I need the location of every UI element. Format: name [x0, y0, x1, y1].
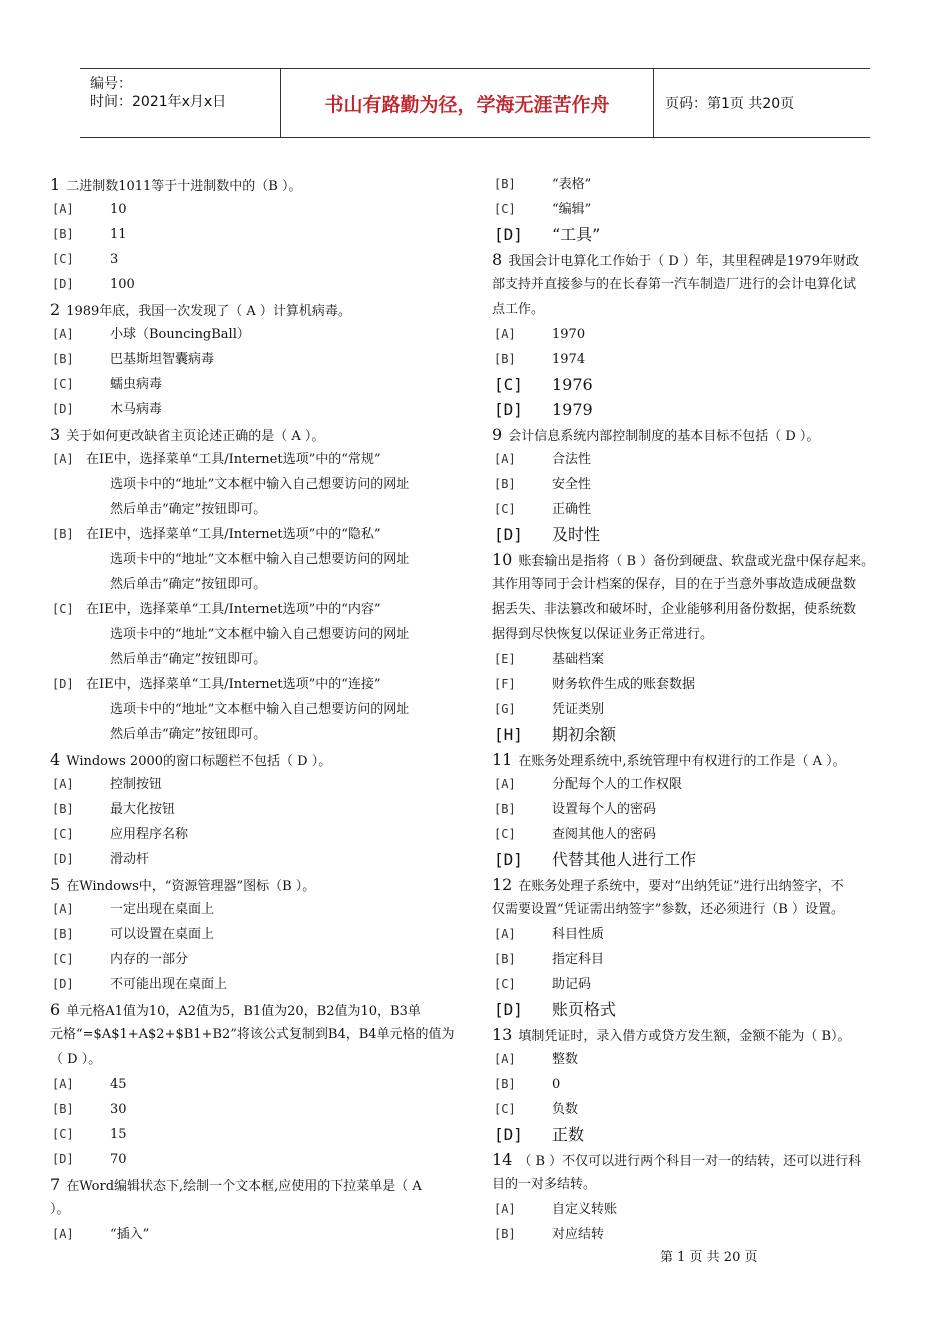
- option-key: [A]: [52, 452, 74, 466]
- option-key: [B]: [52, 1102, 74, 1116]
- question-continuation: [492, 897, 912, 922]
- option-line: [492, 722, 912, 747]
- option-line: [50, 897, 480, 922]
- question-number: 9: [492, 425, 503, 444]
- option-text: 选项卡中的“地址”文本框中输入自己想要访问的网址: [110, 702, 410, 717]
- question-text: 我国会计电算化工作始于（ D ）年，其里程碑是1979年财政: [508, 254, 859, 269]
- question-text: （ B ）不仅可以进行两个科目一对一的结转，还可以进行科: [518, 1154, 862, 1169]
- option-text: 最大化按钮: [110, 802, 176, 817]
- option-key: [C]: [494, 502, 516, 516]
- question-text: 账套输出是指将（ B ）备份到硬盘、软盘或光盘中保存起来。: [518, 554, 875, 569]
- option-text: 凭证类别: [552, 702, 605, 717]
- option-text: 账页格式: [552, 1000, 617, 1019]
- option-key: [B]: [494, 352, 516, 366]
- question-continuation: [50, 1197, 480, 1222]
- option-line: [50, 397, 480, 422]
- option-text: 科目性质: [552, 927, 605, 942]
- option-line: [492, 1122, 912, 1147]
- question-line: [492, 747, 912, 772]
- option-text: 及时性: [552, 525, 601, 544]
- option-key: [C]: [494, 375, 523, 394]
- option-text: 分配每个人的工作权限: [552, 777, 683, 792]
- option-text: 基础档案: [552, 652, 605, 667]
- option-line: [50, 672, 480, 697]
- option-line: [50, 822, 480, 847]
- option-line: [492, 522, 912, 547]
- question-text: 其作用等同于会计档案的保存，目的在于当意外事故造成硬盘数: [492, 577, 857, 592]
- question-line: [50, 297, 480, 322]
- option-key: [C]: [494, 977, 516, 991]
- header-motto-cell: [281, 69, 654, 137]
- option-key: [D]: [494, 1125, 523, 1144]
- question-text: 在账务处理子系统中，要对“出纳凭证”进行出纳签字，不: [518, 879, 844, 894]
- question-continuation: [492, 597, 912, 622]
- option-line: [50, 597, 480, 622]
- question-number: 6: [50, 1000, 61, 1019]
- option-text: 查阅其他人的密码: [552, 827, 657, 842]
- option-line: [50, 347, 480, 372]
- option-key: [A]: [494, 452, 516, 466]
- option-text: 负数: [552, 1102, 579, 1117]
- option-text: 木马病毒: [110, 402, 163, 417]
- question-text: ）。: [50, 1202, 70, 1217]
- option-text: 滑动杆: [110, 852, 150, 867]
- question-continuation: [492, 297, 912, 322]
- option-line: [50, 247, 480, 272]
- option-text: 自定义转账: [552, 1202, 618, 1217]
- option-continuation: [50, 472, 480, 497]
- question-line: [50, 997, 480, 1022]
- option-text: 正确性: [552, 502, 592, 517]
- code-label: 编号：: [90, 76, 132, 92]
- option-text: 不可能出现在桌面上: [110, 977, 228, 992]
- question-text: 在Word编辑状态下,绘制一个文本框,应使用的下拉菜单是（ A: [66, 1179, 422, 1194]
- question-continuation: [492, 272, 912, 297]
- option-key: [H]: [494, 725, 523, 744]
- option-text: “编辑”: [552, 202, 592, 217]
- option-text: 一定出现在桌面上: [110, 902, 215, 917]
- option-line: [492, 1197, 912, 1222]
- option-key: [A]: [494, 1202, 516, 1216]
- page-header: [80, 68, 870, 138]
- right-column: [492, 172, 912, 1247]
- option-line: [492, 372, 912, 397]
- option-text: 然后单击“确定”按钮即可。: [110, 727, 267, 742]
- question-line: [50, 1172, 480, 1197]
- option-text: 11: [110, 227, 127, 242]
- option-continuation: [50, 572, 480, 597]
- question-continuation: [50, 1022, 480, 1047]
- question-continuation: [492, 622, 912, 647]
- option-key: [D]: [52, 677, 74, 691]
- question-number: 4: [50, 750, 61, 769]
- option-line: [50, 197, 480, 222]
- option-line: [50, 322, 480, 347]
- question-line: [492, 1147, 912, 1172]
- option-text: 1974: [552, 352, 586, 367]
- left-column: [50, 172, 480, 1247]
- option-key: [C]: [52, 952, 74, 966]
- option-key: [A]: [52, 1077, 74, 1091]
- option-key: [B]: [494, 1077, 516, 1091]
- question-text: （ D ）。: [50, 1052, 102, 1067]
- option-text: 100: [110, 277, 135, 292]
- question-text: 据丢失、非法篡改和破坏时，企业能够利用备份数据，使系统数: [492, 602, 857, 617]
- option-line: [50, 922, 480, 947]
- option-line: [492, 822, 912, 847]
- option-text: 1979: [552, 400, 593, 419]
- option-key: [B]: [52, 802, 74, 816]
- option-key: [B]: [494, 802, 516, 816]
- time-label: 时间：2021年x月x日: [90, 94, 227, 110]
- option-line: [50, 447, 480, 472]
- option-line: [492, 222, 912, 247]
- option-key: [C]: [52, 827, 74, 841]
- page-footer: 第 1 页 共 20 页: [660, 1250, 758, 1265]
- option-line: [50, 947, 480, 972]
- option-text: 应用程序名称: [110, 827, 189, 842]
- option-text: 在IE中，选择菜单“工具/Internet选项”中的“连接”: [86, 677, 381, 692]
- option-line: [492, 847, 912, 872]
- question-text: 会计信息系统内部控制制度的基本目标不包括（ D ）。: [508, 429, 820, 444]
- question-number: 2: [50, 300, 61, 319]
- option-line: [50, 1222, 480, 1247]
- option-key: [B]: [494, 952, 516, 966]
- question-text: 元格“=$A$1+A$2+$B1+B2”将该公式复制到B4，B4单元格的值为: [50, 1027, 455, 1042]
- option-line: [492, 997, 912, 1022]
- option-text: 30: [110, 1102, 127, 1117]
- option-line: [492, 672, 912, 697]
- option-continuation: [50, 697, 480, 722]
- option-key: [B]: [52, 352, 74, 366]
- question-number: 10: [492, 550, 513, 569]
- option-continuation: [50, 647, 480, 672]
- option-continuation: [50, 722, 480, 747]
- option-key: [C]: [52, 1127, 74, 1141]
- option-text: 15: [110, 1127, 127, 1142]
- option-text: 在IE中，选择菜单“工具/Internet选项”中的“内容”: [86, 602, 381, 617]
- option-text: 在IE中，选择菜单“工具/Internet选项”中的“隐私”: [86, 527, 381, 542]
- option-line: [50, 972, 480, 997]
- option-key: [D]: [494, 400, 523, 419]
- option-key: [F]: [494, 677, 516, 691]
- option-text: 巴基斯坦智囊病毒: [110, 352, 215, 367]
- option-continuation: [50, 497, 480, 522]
- option-key: [A]: [494, 777, 516, 791]
- option-continuation: [50, 622, 480, 647]
- option-line: [50, 1147, 480, 1172]
- option-line: [492, 447, 912, 472]
- option-line: [492, 1072, 912, 1097]
- option-line: [50, 522, 480, 547]
- question-number: 8: [492, 250, 503, 269]
- option-key: [A]: [52, 327, 74, 341]
- option-key: [C]: [494, 202, 516, 216]
- option-key: [D]: [494, 1000, 523, 1019]
- option-key: [D]: [494, 525, 523, 544]
- option-line: [492, 1222, 912, 1247]
- option-line: [50, 1122, 480, 1147]
- option-key: [D]: [494, 225, 523, 244]
- option-text: 控制按钮: [110, 777, 163, 792]
- question-text: 点工作。: [492, 302, 545, 317]
- option-key: [B]: [52, 227, 74, 241]
- question-line: [50, 172, 480, 197]
- question-number: 5: [50, 875, 61, 894]
- option-text: 代替其他人进行工作: [552, 850, 697, 869]
- question-continuation: [492, 572, 912, 597]
- question-number: 3: [50, 425, 61, 444]
- option-key: [B]: [494, 477, 516, 491]
- option-line: [492, 197, 912, 222]
- option-text: 合法性: [552, 452, 592, 467]
- option-key: [A]: [52, 777, 74, 791]
- option-line: [492, 647, 912, 672]
- question-text: Windows 2000的窗口标题栏不包括（ D ）。: [66, 754, 332, 769]
- option-line: [50, 1097, 480, 1122]
- question-text: 关于如何更改缺省主页论述正确的是（ A ）。: [66, 429, 325, 444]
- option-line: [492, 972, 912, 997]
- question-line: [492, 547, 912, 572]
- option-text: 3: [110, 252, 119, 267]
- option-key: [C]: [52, 377, 74, 391]
- option-key: [A]: [494, 327, 516, 341]
- option-line: [492, 322, 912, 347]
- option-line: [492, 947, 912, 972]
- option-key: [B]: [52, 527, 74, 541]
- question-text: 在Windows中，“资源管理器”图标（B ）。: [66, 879, 316, 894]
- option-line: [50, 772, 480, 797]
- question-number: 13: [492, 1025, 513, 1044]
- option-text: 蠕虫病毒: [110, 377, 163, 392]
- option-key: [A]: [52, 202, 74, 216]
- question-text: 目的一对多结转。: [492, 1177, 597, 1192]
- option-key: [E]: [494, 652, 516, 666]
- option-line: [492, 472, 912, 497]
- option-key: [D]: [52, 977, 74, 991]
- question-line: [492, 1022, 912, 1047]
- option-key: [B]: [494, 177, 516, 191]
- option-text: 小球（BouncingBall）: [110, 327, 250, 342]
- option-text: 整数: [552, 1052, 579, 1067]
- question-text: 单元格A1值为10，A2值为5，B1值为20，B2值为10，B3单: [66, 1004, 421, 1019]
- question-text: 部支持并直接参与的在长春第一汽车制造厂进行的会计电算化试: [492, 277, 857, 292]
- question-text: 仅需要设置“凭证需出纳签字”参数，还必须进行（B ）设置。: [492, 902, 844, 917]
- option-text: 1976: [552, 375, 593, 394]
- question-continuation: [50, 1047, 480, 1072]
- option-text: 然后单击“确定”按钮即可。: [110, 502, 267, 517]
- option-key: [D]: [52, 852, 74, 866]
- option-text: 在IE中，选择菜单“工具/Internet选项”中的“常规”: [86, 452, 381, 467]
- header-meta: [80, 69, 281, 137]
- question-number: 11: [492, 750, 513, 769]
- option-key: [C]: [494, 827, 516, 841]
- option-key: [A]: [494, 927, 516, 941]
- option-text: 财务软件生成的账套数据: [552, 677, 696, 692]
- question-line: [492, 872, 912, 897]
- option-text: 选项卡中的“地址”文本框中输入自己想要访问的网址: [110, 477, 410, 492]
- option-text: 对应结转: [552, 1227, 605, 1242]
- option-text: 0: [552, 1077, 561, 1092]
- option-text: 然后单击“确定”按钮即可。: [110, 652, 267, 667]
- question-text: 填制凭证时，录入借方或贷方发生额，金额不能为（ B）。: [518, 1029, 851, 1044]
- option-key: [C]: [52, 252, 74, 266]
- option-text: “插入”: [110, 1227, 150, 1242]
- option-text: 10: [110, 202, 127, 217]
- option-line: [492, 922, 912, 947]
- question-line: [50, 872, 480, 897]
- option-key: [A]: [52, 1227, 74, 1241]
- question-line: [50, 422, 480, 447]
- option-key: [D]: [494, 850, 523, 869]
- option-line: [492, 172, 912, 197]
- question-line: [492, 422, 912, 447]
- option-line: [492, 497, 912, 522]
- option-text: 设置每个人的密码: [552, 802, 657, 817]
- option-line: [50, 797, 480, 822]
- option-key: [B]: [52, 927, 74, 941]
- question-number: 7: [50, 1175, 61, 1194]
- question-text: 二进制数1011等于十进制数中的（B ）。: [66, 179, 302, 194]
- option-key: [C]: [494, 1102, 516, 1116]
- option-line: [492, 772, 912, 797]
- question-line: [50, 747, 480, 772]
- option-text: 指定科目: [552, 952, 605, 967]
- option-key: [A]: [494, 1052, 516, 1066]
- option-text: 选项卡中的“地址”文本框中输入自己想要访问的网址: [110, 627, 410, 642]
- option-line: [50, 222, 480, 247]
- option-key: [D]: [52, 1152, 74, 1166]
- option-line: [492, 697, 912, 722]
- option-text: 1970: [552, 327, 586, 342]
- option-text: 内存的一部分: [110, 952, 189, 967]
- question-number: 14: [492, 1150, 513, 1169]
- header-page-cell: [655, 69, 870, 137]
- option-key: [D]: [52, 402, 74, 416]
- option-line: [492, 1047, 912, 1072]
- option-line: [50, 372, 480, 397]
- option-text: 期初余额: [552, 725, 617, 744]
- option-text: 选项卡中的“地址”文本框中输入自己想要访问的网址: [110, 552, 410, 567]
- option-line: [492, 797, 912, 822]
- option-key: [C]: [52, 602, 74, 616]
- question-line: [492, 247, 912, 272]
- option-line: [50, 847, 480, 872]
- option-line: [50, 1072, 480, 1097]
- option-text: “工具”: [552, 225, 601, 244]
- option-text: 然后单击“确定”按钮即可。: [110, 577, 267, 592]
- question-text: 在账务处理系统中,系统管理中有权进行的工作是（ A ）。: [518, 754, 846, 769]
- option-line: [50, 272, 480, 297]
- question-number: 12: [492, 875, 513, 894]
- option-key: [A]: [52, 902, 74, 916]
- option-line: [492, 347, 912, 372]
- option-line: [492, 1097, 912, 1122]
- option-key: [B]: [494, 1227, 516, 1241]
- option-text: 70: [110, 1152, 127, 1167]
- option-line: [492, 397, 912, 422]
- option-text: 助记码: [552, 977, 592, 992]
- motto: 书山有路勤为径，学海无涯苦作舟: [324, 93, 610, 116]
- option-text: 45: [110, 1077, 127, 1092]
- option-text: 可以设置在桌面上: [110, 927, 215, 942]
- option-key: [G]: [494, 702, 516, 716]
- option-text: 安全性: [552, 477, 592, 492]
- question-text: 1989年底，我国一次发现了（ A ）计算机病毒。: [66, 304, 351, 319]
- option-text: “表格”: [552, 177, 592, 192]
- question-continuation: [492, 1172, 912, 1197]
- option-text: 正数: [552, 1125, 585, 1144]
- question-number: 1: [50, 175, 61, 194]
- page-label: 页码：第1页 共20页: [665, 96, 795, 112]
- option-key: [D]: [52, 277, 74, 291]
- question-text: 据得到尽快恢复以保证业务正常进行。: [492, 627, 714, 642]
- option-continuation: [50, 547, 480, 572]
